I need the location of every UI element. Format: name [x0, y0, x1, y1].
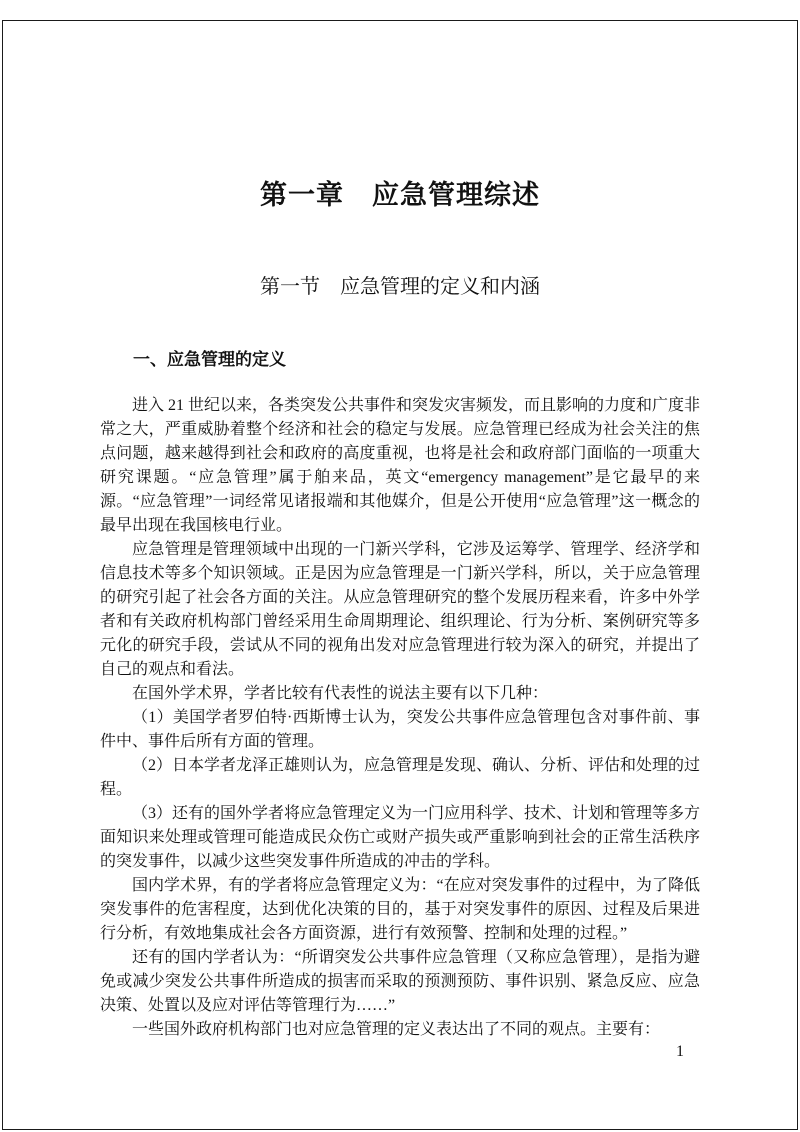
- paragraph: 还有的国内学者认为：“所谓突发公共事件应急管理（又称应急管理），是指为避免或减少突发公共事件所造成的损害而采取的预测预防、事件识别、紧急反应、应急决策、处置以及应对评估等管理行为……”: [100, 949, 700, 1015]
- body-text: [100, 394, 700, 1042]
- page-content: [0, 18, 800, 1042]
- paragraph: （3）还有的国外学者将应急管理定义为一门应用科学、技术、计划和管理等多方面知识来处理或管理可能造成民众伤亡或财产损失或严重影响到社会的正常生活秩序的突发事件，以减少这些突发事件所造成的冲击的学科。: [100, 805, 701, 871]
- paragraph: （2）日本学者龙泽正雄则认为，应急管理是发现、确认、分析、评估和处理的过程。: [100, 757, 701, 799]
- paragraph: 在国外学术界，学者比较有代表性的说法主要有以下几种：: [132, 685, 549, 703]
- paragraph: 国内学术界，有的学者将应急管理定义为：“在应对突发事件的过程中，为了降低突发事件的危害程度，达到优化决策的目的，基于对突发事件的原因、过程及后果进行分析，有效地集成社会各方面资源，进行有效预警、控制和处理的过程。”: [100, 877, 700, 943]
- paragraph: 进入 21 世纪以来，各类突发公共事件和突发灾害频发，而且影响的力度和广度非常之大，严重威胁着整个经济和社会的稳定与发展。应急管理已经成为社会关注的焦点问题，越来越得到社会和政府的高度重视，也将是社会和政府部门面临的一项重大研究课题。“应急管理”属于舶来品，英文“emergency management”是它最早的来源。“应急管理”一词经常见诸报端和其他媒介，但是公开使用“应急管理”这一概念的最早出现在我国核电行业。: [100, 397, 701, 535]
- paragraph: （1）美国学者罗伯特·西斯博士认为，突发公共事件应急管理包含对事件前、事件中、事件后所有方面的管理。: [100, 709, 700, 751]
- subsection-title: 一、应急管理的定义: [133, 350, 286, 370]
- book-page: [0, 18, 800, 1132]
- page-number: 1: [676, 1043, 684, 1061]
- section-title: 第一节 应急管理的定义和内涵: [260, 276, 540, 299]
- chapter-title: 第一章 应急管理综述: [260, 180, 540, 211]
- paragraph: 应急管理是管理领域中出现的一门新兴学科，它涉及运筹学、管理学、经济学和信息技术等多个知识领域。正是因为应急管理是一门新兴学科，所以，关于应急管理的研究引起了社会各方面的关注。从应急管理研究的整个发展历程来看，许多中外学者和有关政府机构部门曾经采用生命周期理论、组织理论、行为分析、案例研究等多元化的研究手段，尝试从不同的视角出发对应急管理进行较为深入的研究，并提出了自己的观点和看法。: [100, 541, 700, 679]
- paragraph: 一些国外政府机构部门也对应急管理的定义表达出了不同的观点。主要有：: [132, 1021, 661, 1039]
